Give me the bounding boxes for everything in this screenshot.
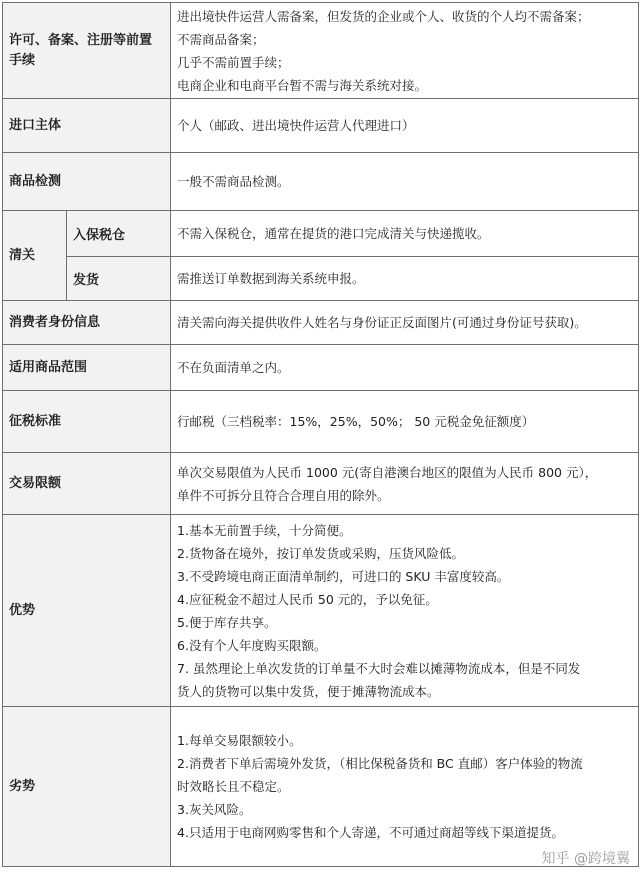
- content-scope: 不在负面清单之内。: [171, 345, 639, 391]
- content-inspection: 一般不需商品检测。: [171, 153, 639, 211]
- row-clearance-shipping: [3, 257, 639, 301]
- content-bonded-warehouse: 不需入保税仓，通常在提货的港口完成清关与快递揽收。: [171, 211, 639, 257]
- content-line: 进出境快件运营人需备案，但发货的企业或个人、收货的个人均不需备案；: [177, 8, 590, 24]
- content-line: 4.应征税金不超过人民币 50 元的，予以免征。: [177, 591, 438, 607]
- content-identity: 清关需向海关提供收件人姓名与身份证正反面图片(可通过身份证号获取)。: [171, 301, 639, 345]
- label-inspection: 商品检测: [3, 153, 171, 211]
- content-line: 不需商品备案；: [177, 31, 265, 47]
- row-tax: [3, 391, 639, 453]
- content-limit: [171, 453, 639, 515]
- content-tax: 行邮税（三档税率：15%，25%，50%； 50 元税金免征额度）: [171, 391, 639, 453]
- content-line: 2.消费者下单后需境外发货，（相比保税备货和 BC 直邮）客户体验的物流: [177, 756, 583, 771]
- watermark: 知乎 @跨境翼: [541, 851, 630, 867]
- row-limit: [3, 453, 639, 515]
- content-line: 7. 虽然理论上单次发货的订单量不大时会难以摊薄物流成本，但是不同发: [177, 660, 581, 676]
- row-scope: [3, 345, 639, 391]
- label-limit: 交易限额: [3, 453, 171, 515]
- content-line: 3.灰关风险。: [177, 802, 252, 817]
- content-disadvantages: [171, 707, 639, 867]
- label-scope: 适用商品范围: [3, 345, 171, 391]
- label-advantages: 优势: [3, 515, 171, 707]
- content-line: 1.每单交易限额较小。: [177, 733, 302, 748]
- label-disadvantages: 劣势: [3, 707, 171, 867]
- content-license: [171, 3, 639, 99]
- row-advantages: [3, 515, 639, 707]
- content-line: 几乎不需前置手续；: [177, 54, 290, 70]
- row-clearance-bonded: [3, 211, 639, 257]
- content-line: 电商企业和电商平台暂不需与海关系统对接。: [177, 77, 428, 93]
- label-shipping: 发货: [67, 257, 171, 301]
- content-shipping: 需推送订单数据到海关系统申报。: [171, 257, 639, 301]
- content-line: 单件不可拆分且符合合理自用的除外。: [177, 487, 390, 503]
- content-line: 2.货物备在境外，按订单发货或采购，压货风险低。: [177, 545, 464, 561]
- row-license: [3, 3, 639, 99]
- label-bonded-warehouse: 入保税仓: [67, 211, 171, 257]
- label-importer: 进口主体: [3, 99, 171, 153]
- row-identity: [3, 301, 639, 345]
- content-advantages: [171, 515, 639, 707]
- content-line: 5.便于库存共享。: [177, 614, 277, 630]
- comparison-table: [2, 2, 639, 867]
- content-line: 1.基本无前置手续，十分简便。: [177, 522, 352, 538]
- row-disadvantages: [3, 707, 639, 867]
- content-line: 货人的货物可以集中发货，便于摊薄物流成本。: [177, 683, 440, 699]
- label-tax: 征税标准: [3, 391, 171, 453]
- label-license: 许可、备案、注册等前置手续: [3, 3, 171, 99]
- content-line: 单次交易限值为人民币 1000 元(寄自港澳台地区的限值为人民币 800 元），: [177, 464, 598, 480]
- row-inspection: [3, 153, 639, 211]
- row-importer: [3, 99, 639, 153]
- content-line: 4.只适用于电商网购零售和个人寄递，不可通过商超等线下渠道提货。: [177, 825, 564, 840]
- content-importer: 个人（邮政、进出境快件运营人代理进口）: [171, 99, 639, 153]
- content-line: 时效略长且不稳定。: [177, 779, 290, 794]
- content-line: 3.不受跨境电商正面清单制约，可进口的 SKU 丰富度较高。: [177, 568, 510, 584]
- label-clearance: 清关: [3, 211, 67, 301]
- content-line: 6.没有个人年度购买限额。: [177, 637, 327, 653]
- label-identity: 消费者身份信息: [3, 301, 171, 345]
